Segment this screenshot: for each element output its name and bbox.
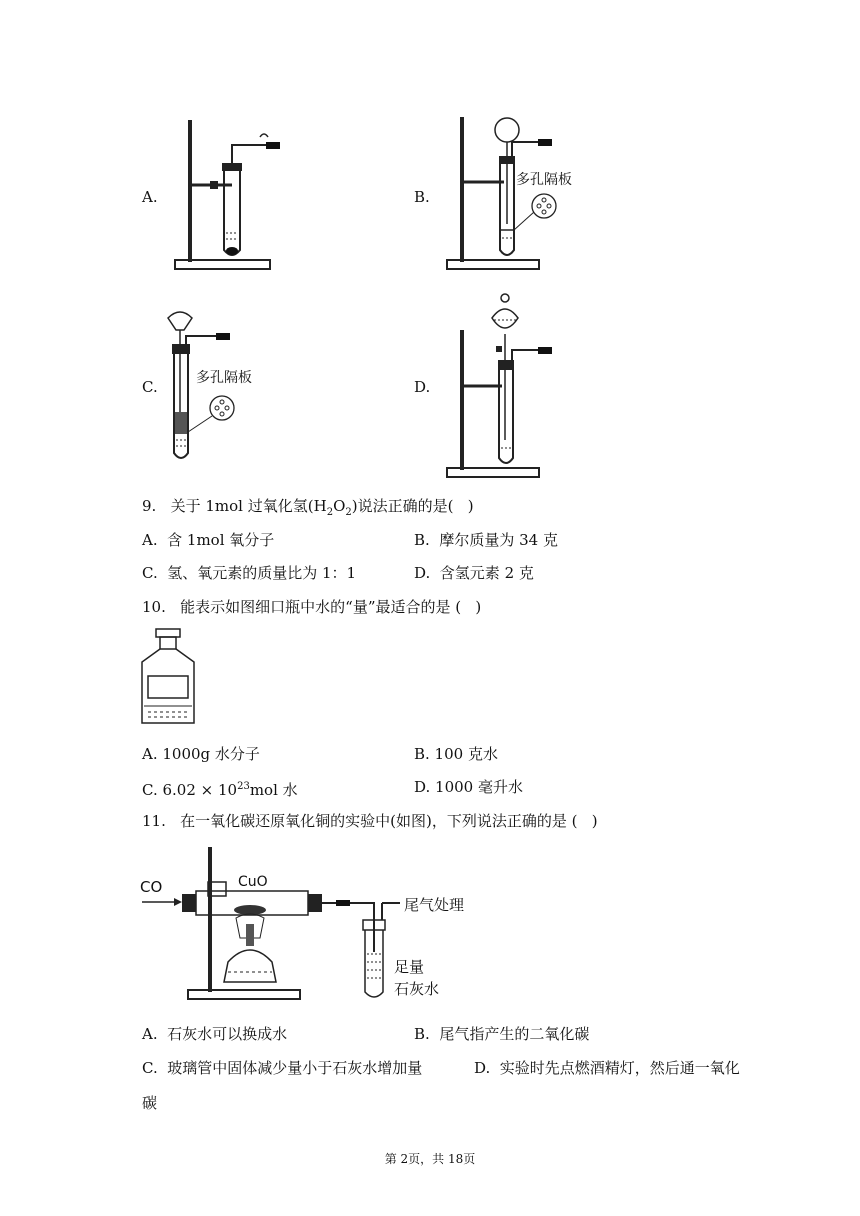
apparatus-d-figure [442,290,562,480]
limewater-label: 石灰水 [394,980,440,998]
sufficient-label: 足量 [394,958,425,976]
q9-option-b[interactable]: B. 摩尔质量为 34 克 [414,531,558,549]
q11-option-c[interactable]: C. 玻璃管中固体减少量小于石灰水增加量 [142,1059,423,1077]
apparatus-a-figure [170,115,280,275]
option-b-label: B. [414,188,430,206]
q10-option-b[interactable]: B. 100 克水 [414,745,498,763]
tail-gas-label: 尾气处理 [404,896,465,914]
option-d-label: D. [414,378,431,396]
porous-plate-label-b: 多孔隔板 [516,172,572,188]
apparatus-c-figure [160,308,270,468]
co-reduction-apparatus-figure [138,842,478,1007]
cuo-label: CuO [238,874,268,890]
q10-option-c[interactable]: C. $6.02 \times 10^{23}mol$ 水 [142,781,298,799]
q9-option-a[interactable]: A. 含 1mol 氧分子 [142,531,275,549]
question-11-stem: 11. 在一氧化碳还原氧化铜的实验中(如图)，下列说法正确的是 ( ) [142,812,598,830]
page-footer: 第 2页，共 18页 [384,1152,476,1166]
apparatus-b-figure [442,112,602,277]
q11-option-d[interactable]: D. 实验时先点燃酒精灯，然后通一氧化 [474,1059,740,1077]
narrow-mouth-bottle-figure [138,626,200,726]
q11-option-d-continuation: 碳 [142,1094,158,1112]
porous-plate-label-c: 多孔隔板 [196,370,252,386]
question-9-stem: 9. 关于 1mol 过氧化氢$(H_2O_2)$说法正确的是( ) [142,497,474,518]
q11-option-a[interactable]: A. 石灰水可以换成水 [142,1025,288,1043]
q10-option-a[interactable]: A. 1000g 水分子 [142,745,260,763]
q11-option-b[interactable]: B. 尾气指产生的二氧化碳 [414,1025,590,1043]
co-label: CO [140,878,163,896]
q9-option-c[interactable]: C. 氢、氧元素的质量比为 1：1 [142,564,357,582]
q9-option-d[interactable]: D. 含氢元素 2 克 [414,564,534,582]
option-a-label: A. [142,188,158,206]
option-c-label: C. [142,378,158,396]
q10-option-d[interactable]: D. 1000 毫升水 [414,778,523,796]
question-10-stem: 10. 能表示如图细口瓶中水的“量”最适合的是 ( ) [142,598,482,616]
